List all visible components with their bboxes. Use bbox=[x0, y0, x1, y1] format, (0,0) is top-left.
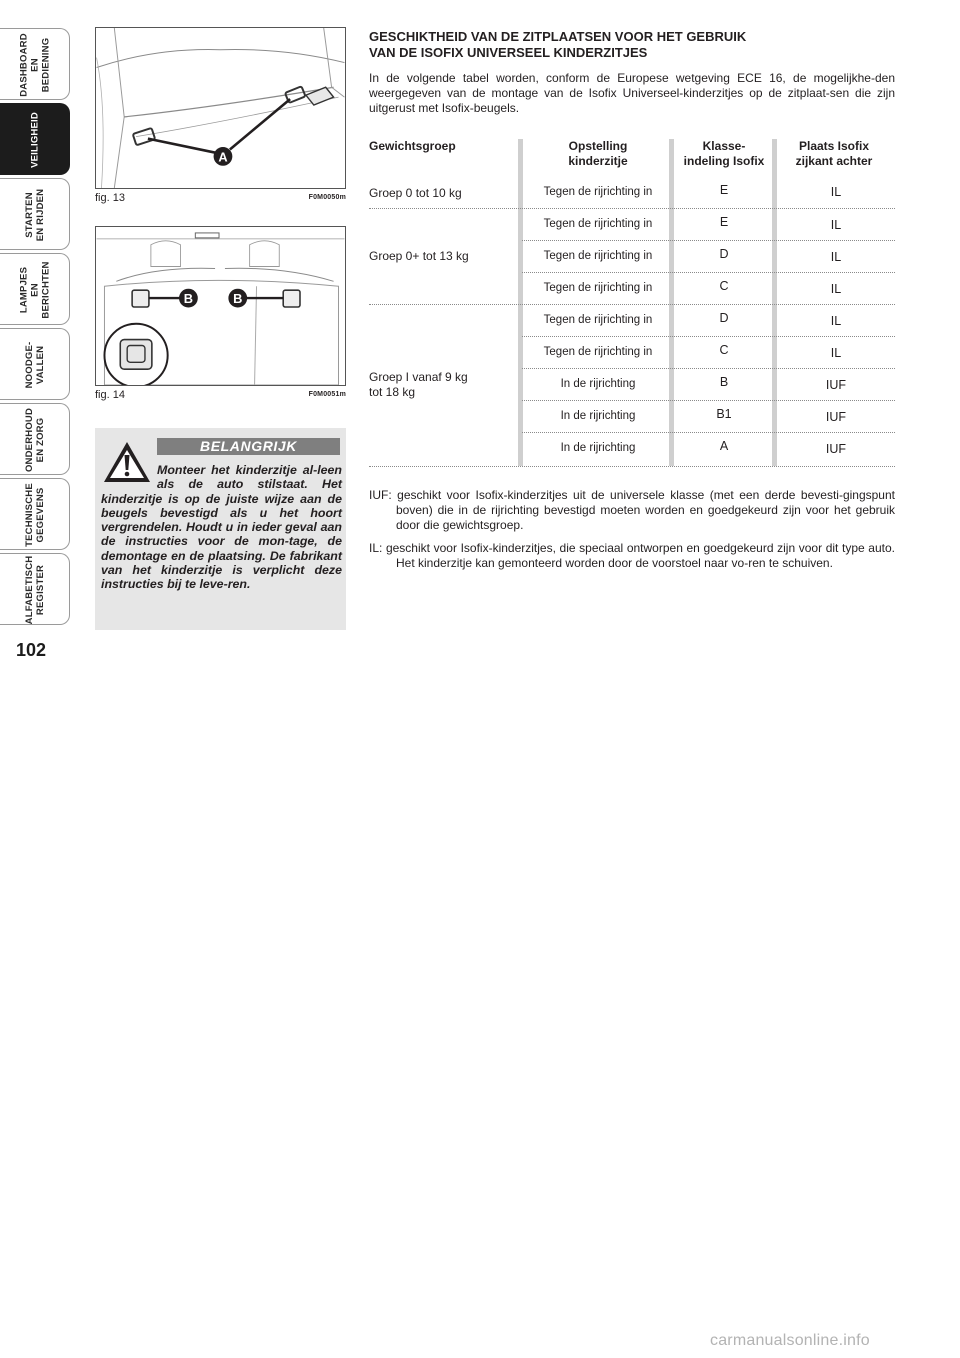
figure-13-code: F0M0050m bbox=[308, 194, 346, 201]
header-class: Klasse- indeling Isofix bbox=[683, 139, 765, 168]
tab-onderhoud[interactable]: ONDERHOUD EN ZORG bbox=[0, 403, 70, 475]
warning-box bbox=[95, 428, 346, 630]
column-divider bbox=[518, 139, 523, 466]
table-row-class: E bbox=[719, 183, 729, 197]
row-divider bbox=[522, 240, 895, 241]
figure-13-image bbox=[95, 27, 346, 189]
svg-text:B: B bbox=[233, 291, 243, 307]
figure-14-image bbox=[95, 226, 346, 386]
header-seat: Plaats Isofix zijkant achter bbox=[795, 139, 873, 168]
figure-14-caption: fig. 14 bbox=[95, 389, 125, 401]
table-row-seat: IL bbox=[830, 346, 842, 360]
group-label: Groep 0+ tot 13 kg bbox=[369, 249, 469, 263]
figure-14 bbox=[95, 226, 346, 405]
table-row-seat: IUF bbox=[825, 410, 847, 424]
table-row-seat: IL bbox=[830, 250, 842, 264]
figure-14-code: F0M0051m bbox=[308, 391, 346, 398]
svg-text:A: A bbox=[218, 149, 228, 165]
row-divider bbox=[522, 336, 895, 337]
table-row-class: E bbox=[719, 215, 729, 229]
table-row-position: Tegen de rijrichting in bbox=[543, 314, 653, 326]
table-row-seat: IL bbox=[830, 185, 842, 199]
table-row-class: A bbox=[719, 439, 729, 453]
table-row-position: Tegen de rijrichting in bbox=[543, 282, 653, 294]
table-row-seat: IUF bbox=[825, 442, 847, 456]
group-label: Groep I vanaf 9 kg tot 18 kg bbox=[369, 370, 468, 399]
table-row-seat: IUF bbox=[825, 378, 847, 392]
group-label: Groep 0 tot 10 kg bbox=[369, 186, 462, 200]
table-row-seat: IL bbox=[830, 314, 842, 328]
header-weight: Gewichtsgroep bbox=[369, 139, 456, 153]
row-divider bbox=[369, 208, 895, 209]
table-row-position: Tegen de rijrichting in bbox=[543, 218, 653, 230]
tab-lampjes[interactable]: LAMPJES EN BERICHTEN bbox=[0, 253, 70, 325]
table-row-class: D bbox=[719, 247, 729, 261]
tab-noodgevallen[interactable]: NOODGE- VALLEN bbox=[0, 328, 70, 400]
table-row-seat: IL bbox=[830, 282, 842, 296]
table-row-seat: IL bbox=[830, 218, 842, 232]
tab-technische[interactable]: TECHNISCHE GEGEVENS bbox=[0, 478, 70, 550]
row-divider bbox=[369, 466, 895, 467]
table-row-position: Tegen de rijrichting in bbox=[543, 250, 653, 262]
table-row-class: B1 bbox=[716, 407, 732, 421]
column-divider bbox=[669, 139, 674, 466]
figure-13 bbox=[95, 27, 346, 208]
table-row-class: B bbox=[719, 375, 729, 389]
tab-register[interactable]: ALFABETISCH REGISTER bbox=[0, 553, 70, 625]
tab-dashboard[interactable]: DASHBOARD EN BEDIENING bbox=[0, 28, 70, 100]
table-row-position: In de rijrichting bbox=[560, 410, 636, 422]
warning-banner: BELANGRIJK bbox=[157, 438, 340, 455]
page-number: 102 bbox=[16, 640, 47, 660]
svg-text:B: B bbox=[183, 291, 194, 307]
notes bbox=[369, 488, 895, 578]
header-position: Opstelling kinderzitje bbox=[568, 139, 628, 168]
row-divider bbox=[522, 368, 895, 369]
figure-13-caption: fig. 13 bbox=[95, 192, 125, 204]
note-iuf: IUF: geschikt voor Isofix-kinderzitjes uit de universele klasse (met een derde bevesti-gingspunt boven) die in de rijrichting bevestigd moeten worden en goedgekeurd zijn voor het gebruik door die gewichtsgroep. bbox=[369, 488, 895, 533]
row-divider bbox=[369, 304, 895, 305]
tab-veiligheid[interactable]: VEILIGHEID bbox=[0, 103, 70, 175]
section-title: GESCHIKTHEID VAN DE ZITPLAATSEN VOOR HET GEBRUIK VAN DE ISOFIX UNIVERSEEL KINDERZITJES bbox=[369, 29, 747, 60]
table-row-position: Tegen de rijrichting in bbox=[543, 186, 653, 198]
table-row-position: In de rijrichting bbox=[560, 442, 636, 454]
note-il: IL: geschikt voor Isofix-kinderzitjes, die speciaal ontworpen en goedgekeurd zijn voor dit type auto. Het kinderzitje kan gemonteerd worden door de voorstoel naar vo-ren te schuiven. bbox=[369, 540, 895, 570]
table-row-class: C bbox=[719, 279, 729, 293]
row-divider bbox=[522, 272, 895, 273]
warning-text: Monteer het kinderzitje al-leen als de auto stilstaat. Het kinderzitje is op de juiste wijze aan de beugels bevestigd als u het hoort vergrendelen. Houdt u in ieder geval aan de instructies voor de mon-tage, de demontage en de plaatsing. De fabrikant van het kinderzitje is verplicht deze instructies bij te leve-ren. bbox=[101, 463, 342, 592]
table-row-position: In de rijrichting bbox=[560, 378, 636, 390]
row-divider bbox=[522, 432, 895, 433]
table-row-class: C bbox=[719, 343, 729, 357]
table-row-position: Tegen de rijrichting in bbox=[543, 346, 653, 358]
watermark: carmanualsonline.info bbox=[710, 1332, 870, 1349]
column-divider bbox=[772, 139, 777, 466]
row-divider bbox=[522, 400, 895, 401]
tab-starten[interactable]: STARTEN EN RIJDEN bbox=[0, 178, 70, 250]
intro-paragraph: In de volgende tabel worden, conform de Europese wetgeving ECE 16, de mogelijkhe-den weergegeven van de montage van de Isofix Universeel-kinderzitjes op de zitplaat-sen die zijn uitgerust met Isofix-beugels. bbox=[369, 71, 895, 116]
table-row-class: D bbox=[719, 311, 729, 325]
